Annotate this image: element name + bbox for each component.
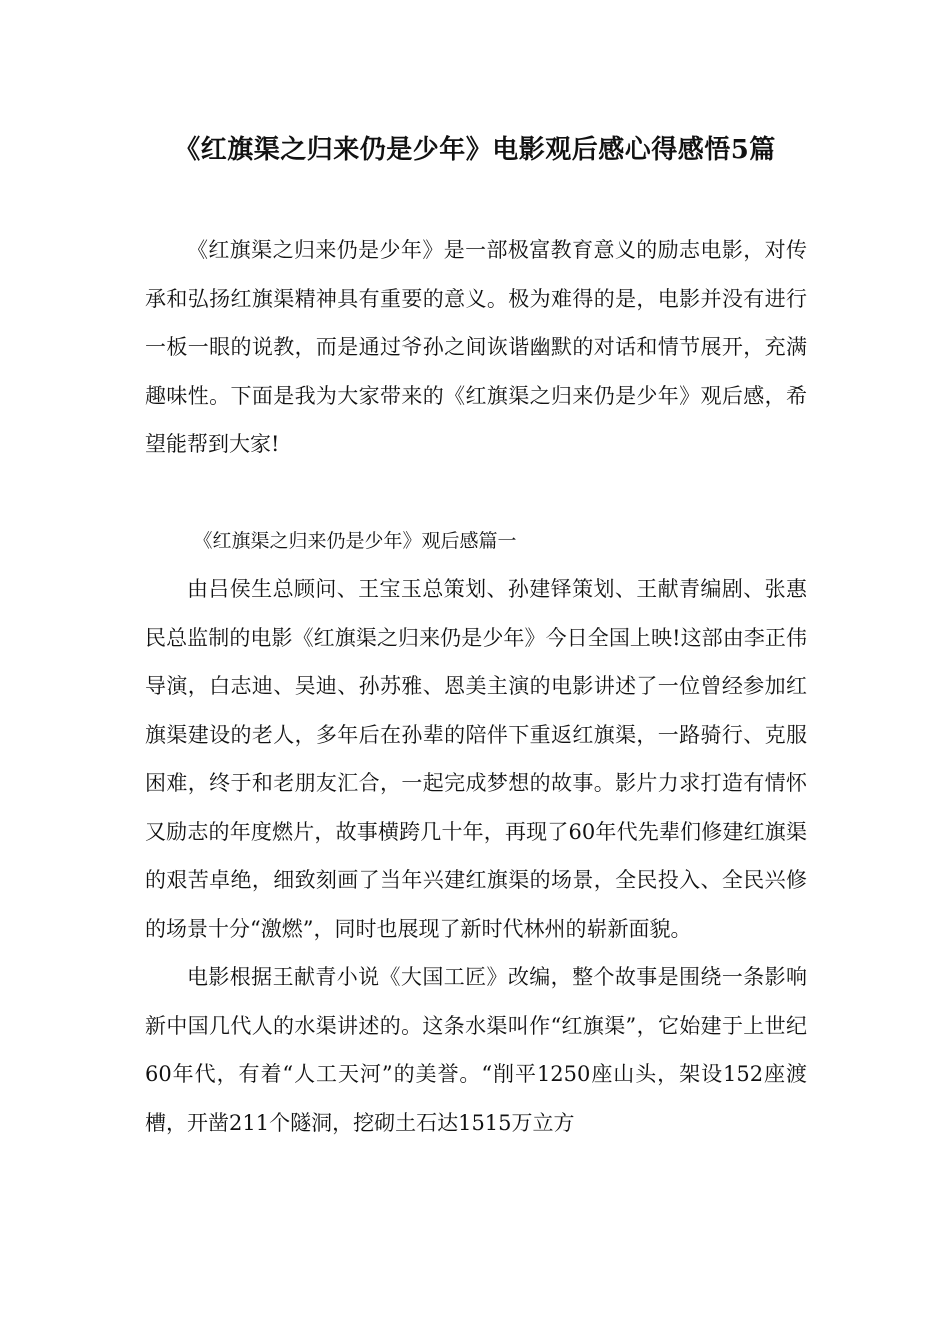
document-body	[145, 226, 807, 1147]
body-paragraph: 电影根据王献青小说《大国工匠》改编，整个故事是围绕一条影响新中国几代人的水渠讲述的。这条水渠叫作“红旗渠”，它始建于上世纪60年代，有着“人工天河”的美誉。“削平1250座山头，架设152座渡槽，开凿211个隧洞，挖砌土石达1515万立方	[145, 965, 807, 1135]
section-heading: 《红旗渠之归来仍是少年》观后感篇一	[193, 529, 517, 552]
intro-paragraph: 《红旗渠之归来仍是少年》是一部极富教育意义的励志电影，对传承和弘扬红旗渠精神具有重要的意义。极为难得的是，电影并没有进行一板一眼的说教，而是通过爷孙之间诙谐幽默的对话和情节展开，充满趣味性。下面是我为大家带来的《红旗渠之归来仍是少年》观后感，希望能帮到大家!	[145, 238, 807, 456]
document-title: 《红旗渠之归来仍是少年》电影观后感心得感悟5篇	[174, 135, 776, 165]
body-paragraph: 由吕侯生总顾问、王宝玉总策划、孙建铎策划、王献青编剧、张惠民总监制的电影《红旗渠之归来仍是少年》今日全国上映!这部由李正伟导演，白志迪、吴迪、孙苏雅、恩美主演的电影讲述了一位曾经参加红旗渠建设的老人，多年后在孙辈的陪伴下重返红旗渠，一路骑行、克服困难，终于和老朋友汇合，一起完成梦想的故事。影片力求打造有情怀又励志的年度燃片，故事横跨几十年，再现了60年代先辈们修建红旗渠的艰苦卓绝，细致刻画了当年兴建红旗渠的场景，全民投入、全民兴修的场景十分“激燃”，同时也展现了新时代林州的崭新面貌。	[145, 577, 807, 941]
